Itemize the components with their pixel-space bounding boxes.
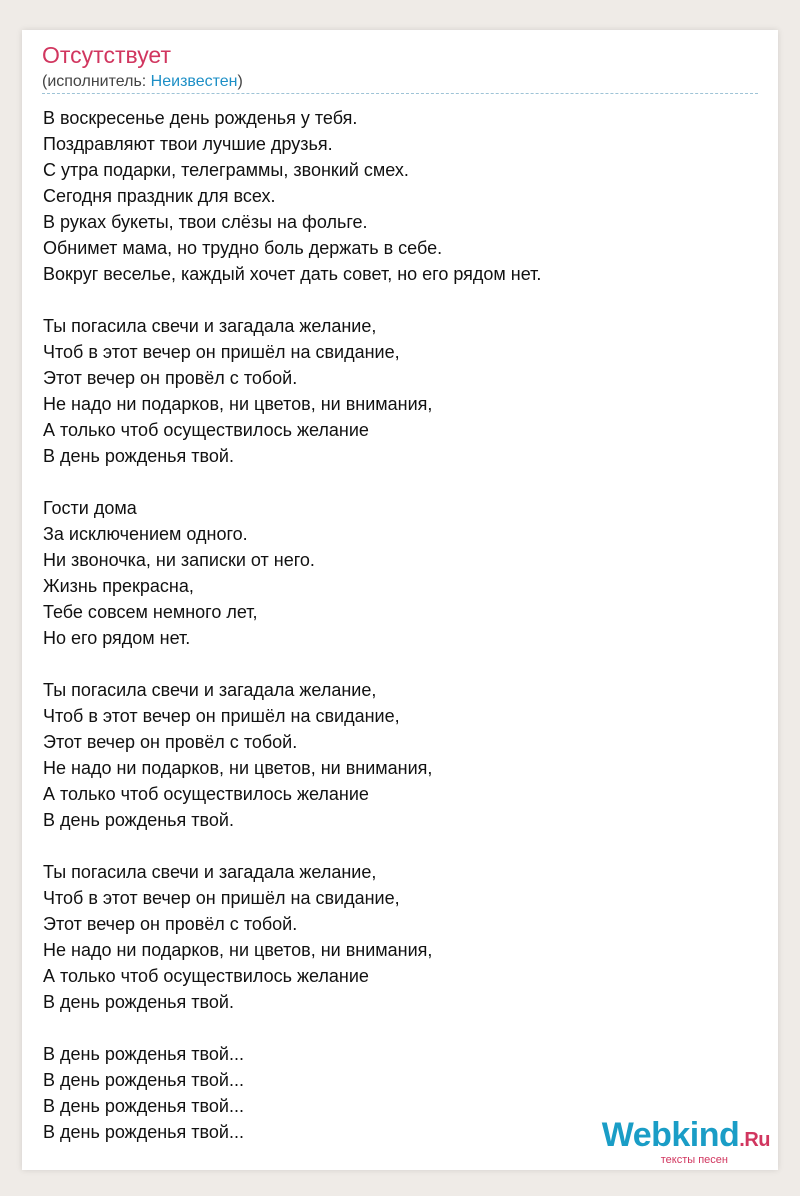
artist-link[interactable]: Неизвестен [150,73,238,90]
lyric-line: Чтоб в этот вечер он пришёл на свидание, [43,342,400,362]
lyric-line: За исключением одного. [43,524,248,544]
lyric-line: В воскресенье день рожденья у тебя. [43,108,358,128]
brand-name: Webkind [601,1116,740,1154]
lyric-line: А только чтоб осуществилось желание [43,784,369,804]
lyric-line: Ни звоночка, ни записки от него. [43,550,315,570]
lyric-line: В день рожденья твой... [43,1096,244,1116]
artist-prefix: (исполнитель: [42,73,151,90]
lyric-line: Чтоб в этот вечер он пришёл на свидание, [43,706,400,726]
lyric-line: Этот вечер он провёл с тобой. [43,732,298,752]
divider [42,93,758,94]
lyric-line: Гости дома [43,498,137,518]
lyric-line: В день рожденья твой... [43,1070,244,1090]
stanza-gap [43,651,758,677]
lyric-line: Обнимет мама, но трудно боль держать в себе. [43,238,443,258]
lyric-line: В руках букеты, твои слёзы на фольге. [43,212,368,232]
lyric-line: Поздравляют твои лучшие друзья. [43,134,333,154]
lyrics-body [43,105,758,1145]
lyric-line: Ты погасила свечи и загадала желание, [43,862,377,882]
lyric-line: Чтоб в этот вечер он пришёл на свидание, [43,888,400,908]
lyric-line: Ты погасила свечи и загадала желание, [43,316,377,336]
lyric-line: В день рожденья твой. [43,992,234,1012]
lyric-line: Этот вечер он провёл с тобой. [43,914,298,934]
lyric-line: В день рожденья твой. [43,810,234,830]
artist-line [42,73,243,91]
lyric-line: Этот вечер он провёл с тобой. [43,368,298,388]
stanza-gap [43,1015,758,1041]
lyric-line: Жизнь прекрасна, [43,576,194,596]
lyric-line: В день рожденья твой. [43,446,234,466]
brand-tld: .Ru [739,1129,770,1151]
lyric-line: Не надо ни подарков, ни цветов, ни внимания, [43,394,433,414]
lyric-line: Вокруг веселье, каждый хочет дать совет, но его рядом нет. [43,264,542,284]
lyric-line: С утра подарки, телеграммы, звонкий смех. [43,160,409,180]
song-title: Отсутствует [42,42,171,68]
brand-logo[interactable] [602,1118,770,1166]
lyric-line: В день рожденья твой... [43,1044,244,1064]
lyric-line: А только чтоб осуществилось желание [43,420,369,440]
stanza-gap [43,833,758,859]
lyric-line: В день рожденья твой... [43,1122,244,1142]
lyric-line: Но его рядом нет. [43,628,191,648]
stanza-gap [43,287,758,313]
lyric-line: Тебе совсем немного лет, [43,602,258,622]
stanza-gap [43,469,758,495]
lyric-line: Сегодня праздник для всех. [43,186,276,206]
artist-suffix: ) [237,73,243,90]
lyric-line: Не надо ни подарков, ни цветов, ни внимания, [43,758,433,778]
lyric-line: А только чтоб осуществилось желание [43,966,369,986]
lyric-line: Не надо ни подарков, ни цветов, ни внимания, [43,940,433,960]
lyric-line: Ты погасила свечи и загадала желание, [43,680,377,700]
lyrics-card [22,30,778,1170]
brand-tagline: тексты песен [660,1154,728,1166]
